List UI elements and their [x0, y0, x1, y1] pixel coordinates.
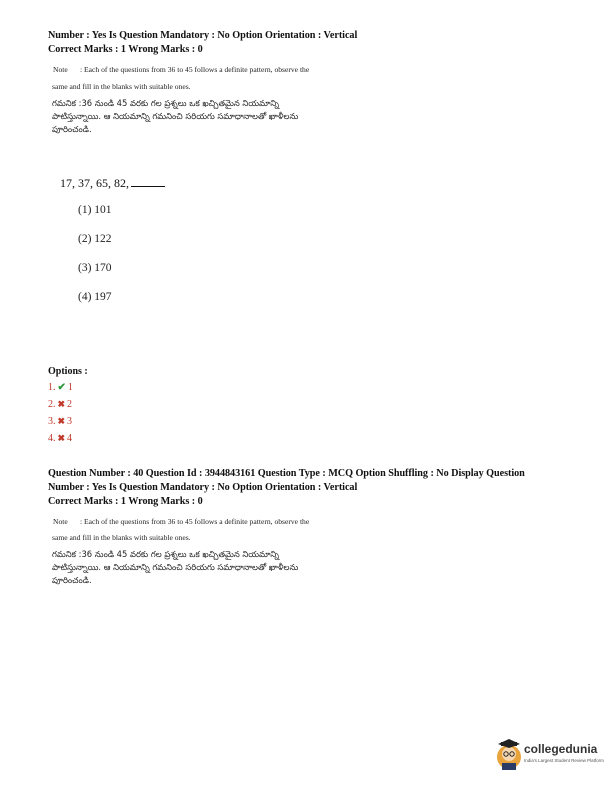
wrong-cross-icon: ✖	[57, 416, 66, 426]
marks-line: Correct Marks : 1 Wrong Marks : 0	[48, 496, 203, 507]
marks-line: Correct Marks : 1 Wrong Marks : 0	[48, 44, 203, 55]
telugu-note-line: గమనిక :36 నుండి 45 వరకు గల ప్రశ్నలు ఒక ఖచ్చితమైన నియమాన్ని	[52, 549, 280, 559]
answer-option	[48, 399, 72, 410]
telugu-note-line: గమనిక :36 నుండి 45 వరకు గల ప్రశ్నలు ఒక ఖచ్చితమైన నియమాన్ని	[52, 98, 280, 108]
wrong-cross-icon: ✖	[57, 399, 66, 409]
answer-option	[48, 382, 73, 393]
option-value: 2	[67, 399, 73, 410]
number-series	[60, 176, 165, 191]
option-number: 3.	[48, 416, 56, 427]
question-header-line: Number : Yes Is Question Mandatory : No Option Orientation : Vertical	[48, 30, 358, 41]
answer-blank	[131, 176, 165, 187]
question-option: (4) 197	[78, 291, 112, 303]
note-label: Note	[53, 65, 68, 74]
student-mascot-icon	[494, 738, 524, 772]
logo-wordmark: collegedunia	[524, 742, 598, 756]
option-value: 4	[67, 433, 73, 444]
note-text-cont: same and fill in the blanks with suitable ones.	[52, 533, 191, 542]
note-label: Note	[53, 517, 68, 526]
option-number: 2.	[48, 399, 56, 410]
option-number: 1.	[48, 382, 56, 393]
wrong-cross-icon: ✖	[57, 433, 66, 443]
option-value: 3	[67, 416, 73, 427]
answer-option	[48, 433, 72, 444]
question-header-line: Question Number : 40 Question Id : 3944843161 Question Type : MCQ Option Shuffling : No Display Question	[48, 468, 525, 479]
question-option: (3) 170	[78, 262, 112, 274]
telugu-note-line: పూరించండి.	[52, 575, 92, 585]
note-text-cont: same and fill in the blanks with suitable ones.	[52, 82, 191, 91]
options-label: Options :	[48, 366, 88, 377]
question-header-line: Number : Yes Is Question Mandatory : No Option Orientation : Vertical	[48, 482, 358, 493]
correct-check-icon: ✔	[57, 382, 66, 393]
telugu-note-line: పాటిస్తున్నాయి. ఆ నియమాన్ని గమనించి సరియగు సమాధానాలతో ఖాళీలను	[52, 562, 299, 572]
question-option: (1) 101	[78, 204, 112, 216]
series-values: 17, 37, 65, 82,	[60, 176, 129, 190]
question-option: (2) 122	[78, 233, 112, 245]
note-text: : Each of the questions from 36 to 45 follows a definite pattern, observe the	[80, 65, 310, 74]
option-value: 1	[67, 382, 73, 393]
option-number: 4.	[48, 433, 56, 444]
telugu-note-line: పాటిస్తున్నాయి. ఆ నియమాన్ని గమనించి సరియగు సమాధానాలతో ఖాళీలను	[52, 111, 299, 121]
logo-tagline: India's Largest Student Review Platform	[524, 758, 604, 763]
note-text: : Each of the questions from 36 to 45 follows a definite pattern, observe the	[80, 517, 310, 526]
telugu-note-line: పూరించండి.	[52, 124, 92, 134]
collegedunia-logo	[494, 736, 604, 776]
answer-option	[48, 416, 72, 427]
